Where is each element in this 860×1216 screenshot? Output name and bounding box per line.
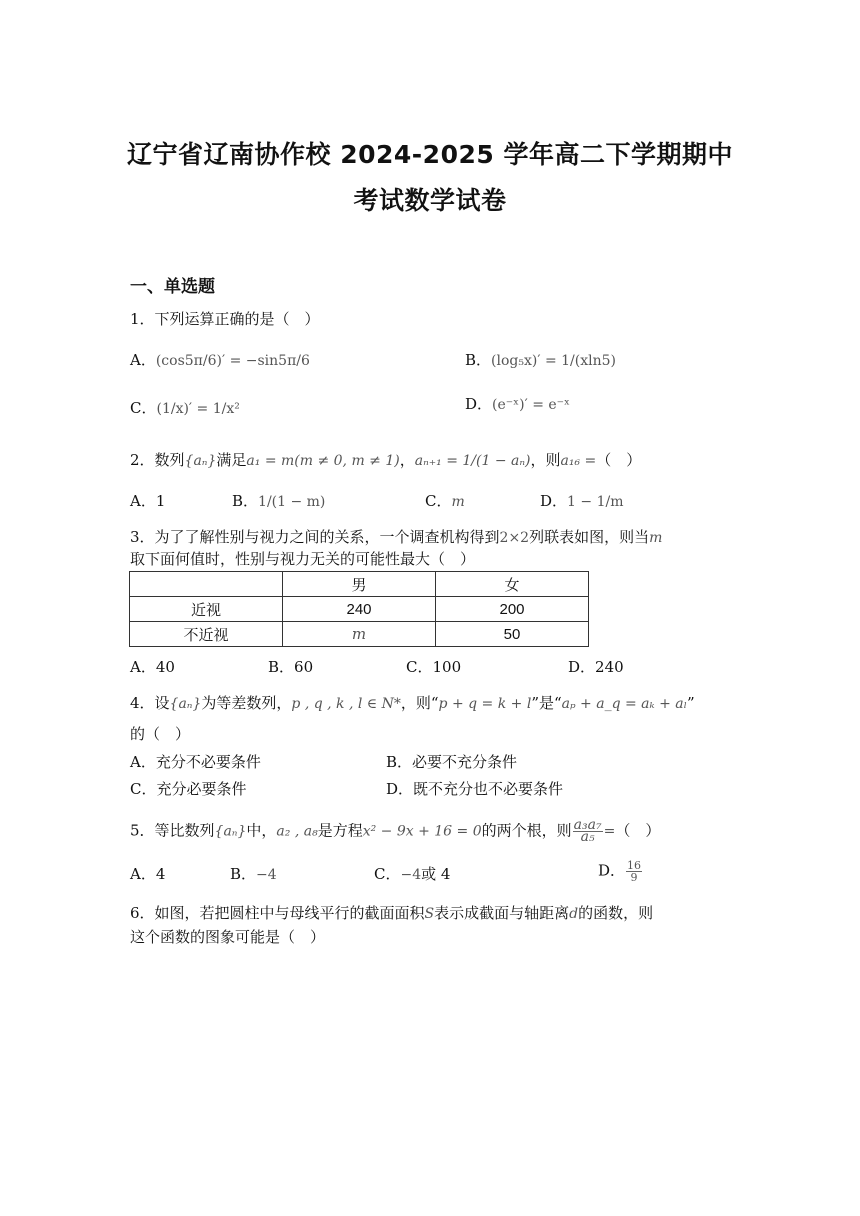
q2-option-a: A．1 — [130, 492, 166, 510]
q4-option-a: A．充分不必要条件 — [130, 753, 261, 771]
table-cell: 200 — [436, 597, 589, 622]
q3-stem-line-2: 取下面何值时，性别与视力无关的可能性最大（ ） — [130, 550, 476, 568]
q1-option-a-math: (cos5π/6)′ = −sin5π/6 — [155, 353, 310, 369]
contingency-table — [129, 571, 589, 647]
q4-option-c: C．充分必要条件 — [130, 780, 247, 798]
table-cell: 女 — [436, 572, 589, 597]
q2-stem: 2．数列{aₙ}满足a₁ = m(m ≠ 0, m ≠ 1)，aₙ₊₁ = 1/(1 − aₙ)，则a₁₆ =（ ） — [130, 451, 642, 469]
q5-option-b: B．−4 — [230, 865, 277, 883]
exam-title-line-1: 辽宁省辽南协作校 2024-2025 学年高二下学期期中 — [127, 140, 733, 169]
q3-option-d: D．240 — [568, 658, 624, 676]
q1-option-d-math: (e⁻ˣ)′ = e⁻ˣ — [492, 397, 570, 413]
q5-option-d: D． $\frac{16}{9}$ — [598, 859, 642, 884]
q1-option-c-math: (1/x)′ = 1/x² — [156, 401, 240, 417]
q5-option-a: A．4 — [130, 865, 166, 883]
table-cell: 不近视 — [130, 622, 283, 647]
q3-option-a: A．40 — [130, 658, 175, 676]
table-cell: m — [283, 622, 436, 647]
q3-option-b: B．60 — [268, 658, 314, 676]
section-heading-single-choice: 一、单选题 — [130, 277, 215, 297]
q1-option-a: A．(cos5π/6)′ = −sin5π/6 — [130, 351, 310, 369]
q2-option-d: D．1 − 1/m — [540, 492, 624, 510]
q4-stem-tail: 的（ ） — [130, 725, 191, 743]
table-cell: 近视 — [130, 597, 283, 622]
table-row — [130, 597, 589, 622]
q5-option-d-fraction: $\frac{16}{9}$ — [627, 859, 642, 884]
q1-option-b: B．(log₅x)′ = 1/(xln5) — [465, 351, 616, 369]
q2-option-b: B．1/(1 − m) — [232, 492, 326, 510]
q5-fraction: $\frac{\text{a₃a₇}}{\text{a₅}}$ — [573, 817, 602, 845]
table-header-row — [130, 572, 589, 597]
table-cell: 男 — [283, 572, 436, 597]
table-cell — [130, 572, 283, 597]
q1-option-d: D．(e⁻ˣ)′ = e⁻ˣ — [465, 395, 570, 413]
table-row — [130, 622, 589, 647]
table-cell: 50 — [436, 622, 589, 647]
q4-option-b: B．必要不充分条件 — [386, 753, 518, 771]
q3-option-c: C．100 — [406, 658, 462, 676]
q1-stem: 1．下列运算正确的是（ ） — [130, 310, 320, 328]
q6-stem-line-1: 6．如图，若把圆柱中与母线平行的截面面积S表示成截面与轴距离d的函数，则 — [130, 904, 654, 922]
exam-title-line-2: 考试数学试卷 — [353, 186, 507, 215]
q5-stem: 5．等比数列{aₙ}中，a₂ , a₈是方程x² − 9x + 16 = 0的两个根，则 $\frac{\text{a₃a₇}}{\text{a₅}}$ =（ ） — [130, 817, 661, 845]
q2-option-c: C．m — [425, 492, 465, 510]
q4-stem: 4．设{aₙ}为等差数列，p , q , k , l ∈ N*，则“p + q = k + l”是“aₚ + a_q = aₖ + aₗ” — [130, 694, 695, 712]
q5-option-c: C．−4或 4 — [374, 865, 451, 883]
q6-stem-line-2: 这个函数的图象可能是（ ） — [130, 928, 326, 946]
q1-option-b-math: (log₅x)′ = 1/(xln5) — [491, 353, 616, 369]
table-cell: 240 — [283, 597, 436, 622]
q3-stem-line-1: 3．为了了解性别与视力之间的关系，一个调查机构得到2×2列联表如图，则当m — [130, 528, 663, 546]
q1-option-c: C．(1/x)′ = 1/x² — [130, 399, 240, 417]
q4-option-d: D．既不充分也不必要条件 — [386, 780, 564, 798]
